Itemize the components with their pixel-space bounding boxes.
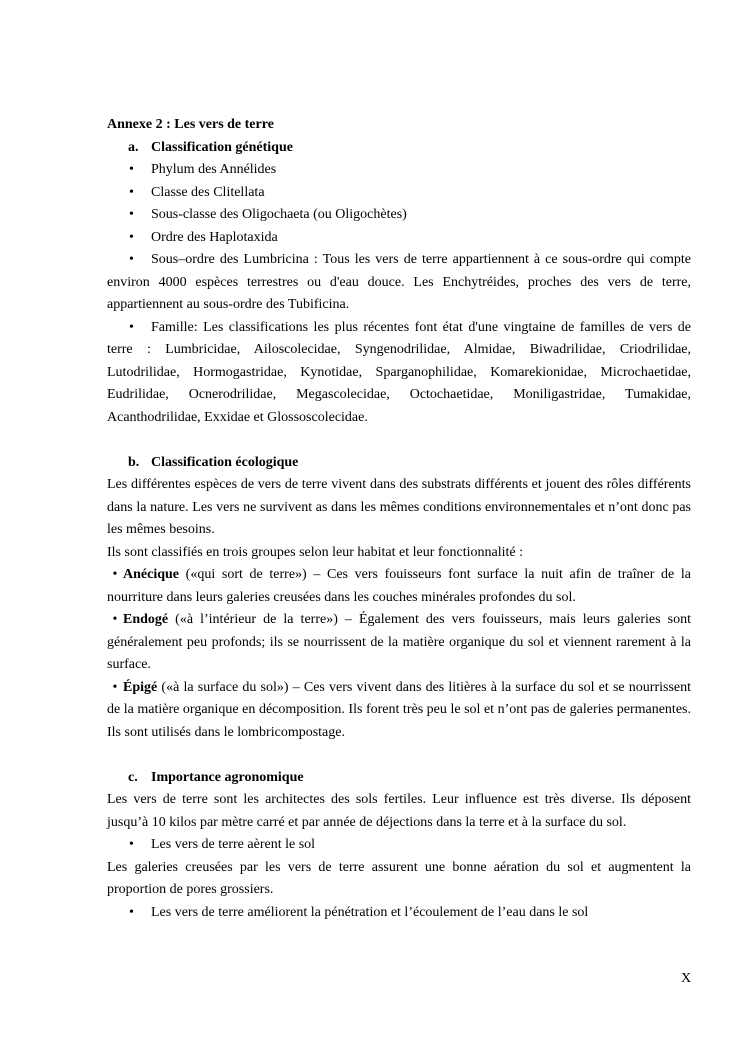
page-number: X [681, 971, 692, 986]
type-endoge [107, 609, 691, 677]
section-c-heading [107, 767, 691, 790]
list-item: • Sous-classe des Oligochaeta (ou Oligochètes) [107, 204, 691, 227]
type-anecique [107, 564, 691, 609]
bullet-icon: • [112, 612, 118, 627]
annex-title: Annexe 2 : Les vers de terre [107, 117, 274, 132]
type-text: («qui sort de terre») – Ces vers fouisseurs font surface la nuit afin de traîner de la nourriture dans leurs galeries creusées dans les couches minérales profondes du sol. [107, 567, 691, 605]
section-c-title: Importance agronomique [151, 769, 304, 785]
section-b-heading [107, 452, 691, 475]
famille-text: Famille: Les classifications les plus récentes font état d'une vingtaine de familles de vers de terre : Lumbricidae, Ailoscolecidae, Syngenodrilidae, Almidae, Biwadrilidae, Criodrilidae, Lutodrilidae, Hormogastridae, Kynotidae, Sparganophilidae, Komarekionidae, Microchaetidae, Eudrilidae, Ocnerodrilidae, Megascolecidae, Octochaetidae, Moniligastridae, Tumakidae, Acanthodrilidae, Exxidae et Glossoscolecidae. [107, 319, 691, 425]
list-item: • Phylum des Annélides [107, 159, 691, 182]
list-item: • Les vers de terre aèrent le sol [107, 834, 691, 857]
type-epige [107, 677, 691, 745]
type-text: («à la surface du sol») – Ces vers vivent dans des litières à la surface du sol et se nourrissent de la matière organique en décomposition. Ils forent très peu le sol et n’ont pas de galeries permanentes. Ils sont utilisés dans le lombricompostage. [107, 679, 691, 740]
sous-ordre-text: Sous–ordre des Lumbricina : Tous les vers de terre appartiennent à ce sous-ordre qui compte environ 4000 espèces terrestres ou d'eau douce. Les Enchytréides, proches des vers de terre, appartiennent au sous-ordre des Tubificina. [107, 252, 691, 312]
section-a-heading [107, 137, 691, 160]
section-b-groups-intro: Ils sont classifiés en trois groupes selon leur habitat et leur fonctionnalité : [107, 544, 524, 560]
sous-ordre-paragraph [107, 249, 691, 317]
list-item: • Ordre des Haplotaxida [107, 227, 691, 250]
section-b-title: Classification écologique [151, 454, 299, 470]
type-name: Endogé [123, 612, 169, 627]
section-c-item1-text: Les galeries creusées par les vers de terre assurent une bonne aération du sol et augmentent la proportion de pores grossiers. [107, 859, 691, 897]
list-item: • Les vers de terre améliorent la pénétration et l’écoulement de l’eau dans le sol [107, 902, 691, 925]
type-text: («à l’intérieur de la terre») – Également des vers fouisseurs, mais leurs galeries sont généralement peu profonds; ils se nourrissent de la matière organique du sol et viennent rarement à la surface. [107, 612, 691, 672]
famille-paragraph [107, 317, 691, 430]
document-body [107, 114, 691, 924]
type-name: Anécique [123, 567, 179, 582]
bullet-icon: • [129, 319, 134, 335]
bullet-icon: • [112, 567, 118, 582]
bullet-icon: • [129, 252, 134, 267]
section-a-label: a. [128, 139, 139, 155]
section-a-title: Classification génétique [151, 139, 293, 155]
type-name: Épigé [123, 679, 158, 695]
list-item: • Classe des Clitellata [107, 182, 691, 205]
section-b-intro: Les différentes espèces de vers de terre vivent dans des substrats différents et jouent des rôles différents dans la nature. Les vers ne survivent as dans les mêmes conditions environnementales et n’ont donc pas les mêmes besoins. [107, 477, 691, 537]
bullet-icon: • [112, 679, 118, 695]
section-c-intro: Les vers de terre sont les architectes des sols fertiles. Leur influence est très diverse. Ils déposent jusqu’à 10 kilos par mètre carré et par année de déjections dans la terre et à la surface du sol. [107, 792, 691, 830]
section-b-label: b. [128, 454, 140, 470]
section-c-label: c. [128, 769, 138, 785]
